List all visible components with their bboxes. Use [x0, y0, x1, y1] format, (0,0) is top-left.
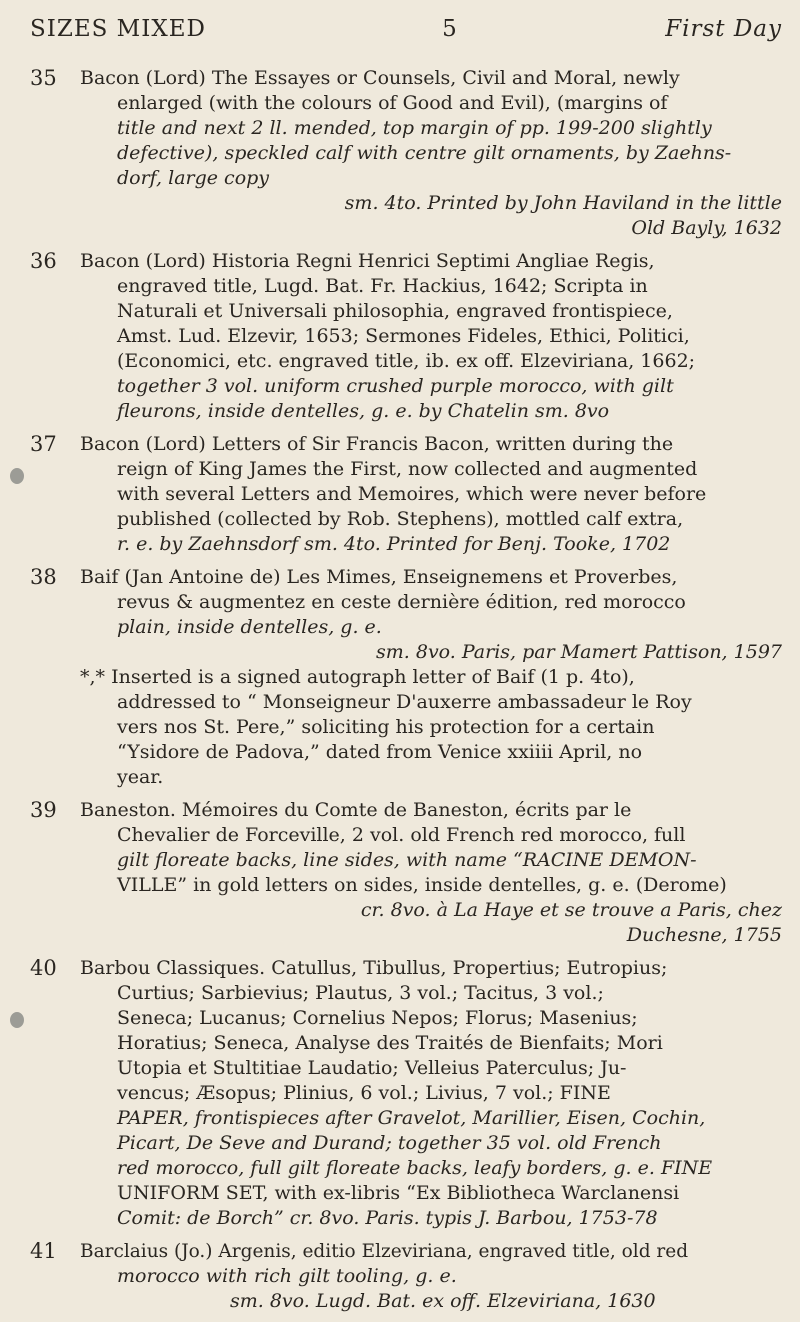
bullet-hole-mark — [10, 1012, 24, 1028]
lot-imprint: sm. 8vo. Paris, par Mamert Pattison, 1597 — [376, 641, 782, 663]
lot-line: VILLE” in gold letters on sides, inside dentelles, g. e. (Derome) — [117, 874, 727, 896]
lot-note-line: “Ysidore de Padova,” dated from Venice xxiiii April, no — [117, 741, 643, 763]
lot-number: 41 — [30, 1239, 57, 1263]
lot-line: PAPER, frontispieces after Gravelot, Marillier, Eisen, Cochin, — [117, 1107, 706, 1129]
lot-note-line: vers nos St. Pere,” soliciting his protection for a certain — [117, 716, 655, 738]
lot-entry — [30, 249, 782, 424]
lot-line: with several Letters and Memoires, which were never before — [117, 483, 707, 505]
lot-entry — [30, 956, 782, 1231]
lot-entry — [30, 798, 782, 948]
running-head-right: First Day — [665, 16, 782, 42]
lot-line: Bacon (Lord) Letters of Sir Francis Bacon, written during the — [80, 433, 674, 455]
lot-line: dorf, large copy — [117, 167, 270, 189]
lot-line: UNIFORM SET, with ex-libris “Ex Bibliotheca Warclanensi — [117, 1182, 680, 1204]
lot-line: Seneca; Lucanus; Cornelius Nepos; Florus; Masenius; — [117, 1007, 638, 1029]
lot-imprint: Old Bayly, 1632 — [631, 217, 782, 239]
lot-imprint: sm. 4to. Printed by John Haviland in the little — [344, 192, 782, 214]
running-head-left: SIZES MIXED — [30, 16, 206, 42]
lot-line: Baneston. Mémoires du Comte de Baneston, écrits par le — [80, 799, 632, 821]
lot-line: plain, inside dentelles, g. e. — [117, 616, 382, 638]
lot-line: vencus; Æsopus; Plinius, 6 vol.; Livius, 7 vol.; FINE — [117, 1082, 611, 1104]
lot-entry — [30, 66, 782, 241]
lot-entry — [30, 565, 782, 790]
lot-line: morocco with rich gilt tooling, g. e. — [117, 1265, 457, 1287]
lot-line: (Economici, etc. engraved title, ib. ex off. Elzeviriana, 1662; — [117, 350, 696, 372]
lot-note-line: *,* Inserted is a signed autograph letter of Baif (1 p. 4to), — [80, 666, 635, 688]
lot-number: 36 — [30, 249, 57, 273]
lot-line: Barclaius (Jo.) Argenis, editio Elzeviriana, engraved title, old red — [80, 1241, 689, 1262]
lot-line: fleurons, inside dentelles, g. e. by Chatelin sm. 8vo — [117, 400, 610, 422]
lot-line: engraved title, Lugd. Bat. Fr. Hackius, 1642; Scripta in — [117, 275, 648, 297]
lot-line: together 3 vol. uniform crushed purple morocco, with gilt — [117, 375, 674, 397]
lot-line: Bacon (Lord) Historia Regni Henrici Septimi Angliae Regis, — [80, 250, 655, 272]
lot-entry — [30, 1239, 782, 1314]
lot-line: published (collected by Rob. Stephens), mottled calf extra, — [117, 508, 684, 530]
lot-imprint: Duchesne, 1755 — [626, 924, 782, 946]
lot-line: Curtius; Sarbievius; Plautus, 3 vol.; Tacitus, 3 vol.; — [117, 982, 604, 1004]
lot-note-line: year. — [117, 766, 164, 788]
page-header — [30, 16, 782, 50]
lot-number: 38 — [30, 565, 57, 589]
lot-entry — [30, 432, 782, 557]
lot-number: 40 — [30, 956, 57, 980]
lot-line: title and next 2 ll. mended, top margin of pp. 199-200 slightly — [117, 117, 712, 139]
lot-imprint: cr. 8vo. à La Haye et se trouve a Paris, chez — [360, 899, 782, 921]
lot-note-line: addressed to “ Monseigneur D'auxerre ambassadeur le Roy — [117, 691, 692, 713]
lot-list — [30, 66, 782, 1322]
lot-line: enlarged (with the colours of Good and Evil), (margins of — [117, 92, 668, 114]
lot-line: Picart, De Seve and Durand; together 35 vol. old French — [117, 1132, 662, 1154]
lot-imprint: sm. 8vo. Lugd. Bat. ex off. Elzeviriana, 1630 — [230, 1290, 656, 1312]
lot-line: Barbou Classiques. Catullus, Tibullus, Propertius; Eutropius; — [80, 957, 668, 979]
lot-line: r. e. by Zaehnsdorf sm. 4to. Printed for Benj. Tooke, 1702 — [117, 533, 671, 555]
lot-number: 37 — [30, 432, 57, 456]
lot-line: gilt floreate backs, line sides, with name “RACINE DEMON- — [117, 849, 697, 871]
lot-line: reign of King James the First, now collected and augmented — [117, 458, 698, 480]
lot-line: Comit: de Borch” cr. 8vo. Paris. typis J. Barbou, 1753-78 — [117, 1207, 658, 1229]
page-number: 5 — [442, 16, 458, 42]
lot-line: defective), speckled calf with centre gilt ornaments, by Zaehns- — [117, 142, 732, 164]
lot-line: Chevalier de Forceville, 2 vol. old French red morocco, full — [117, 824, 686, 846]
bullet-hole-mark — [10, 468, 24, 484]
lot-line: revus & augmentez en ceste dernière édition, red morocco — [117, 591, 686, 613]
lot-line: Horatius; Seneca, Analyse des Traités de Bienfaits; Mori — [117, 1032, 663, 1054]
lot-line: Bacon (Lord) The Essayes or Counsels, Civil and Moral, newly — [80, 67, 680, 89]
lot-number: 39 — [30, 798, 57, 822]
lot-line: red morocco, full gilt floreate backs, leafy borders, g. e. FINE — [117, 1157, 713, 1179]
lot-line: Utopia et Stultitiae Laudatio; Velleius Paterculus; Ju- — [117, 1057, 627, 1079]
lot-number: 35 — [30, 66, 57, 90]
lot-line: Baif (Jan Antoine de) Les Mimes, Enseignemens et Proverbes, — [80, 566, 678, 588]
lot-line: Amst. Lud. Elzevir, 1653; Sermones Fideles, Ethici, Politici, — [117, 325, 690, 347]
lot-line: Naturali et Universali philosophia, engraved frontispiece, — [117, 300, 673, 322]
